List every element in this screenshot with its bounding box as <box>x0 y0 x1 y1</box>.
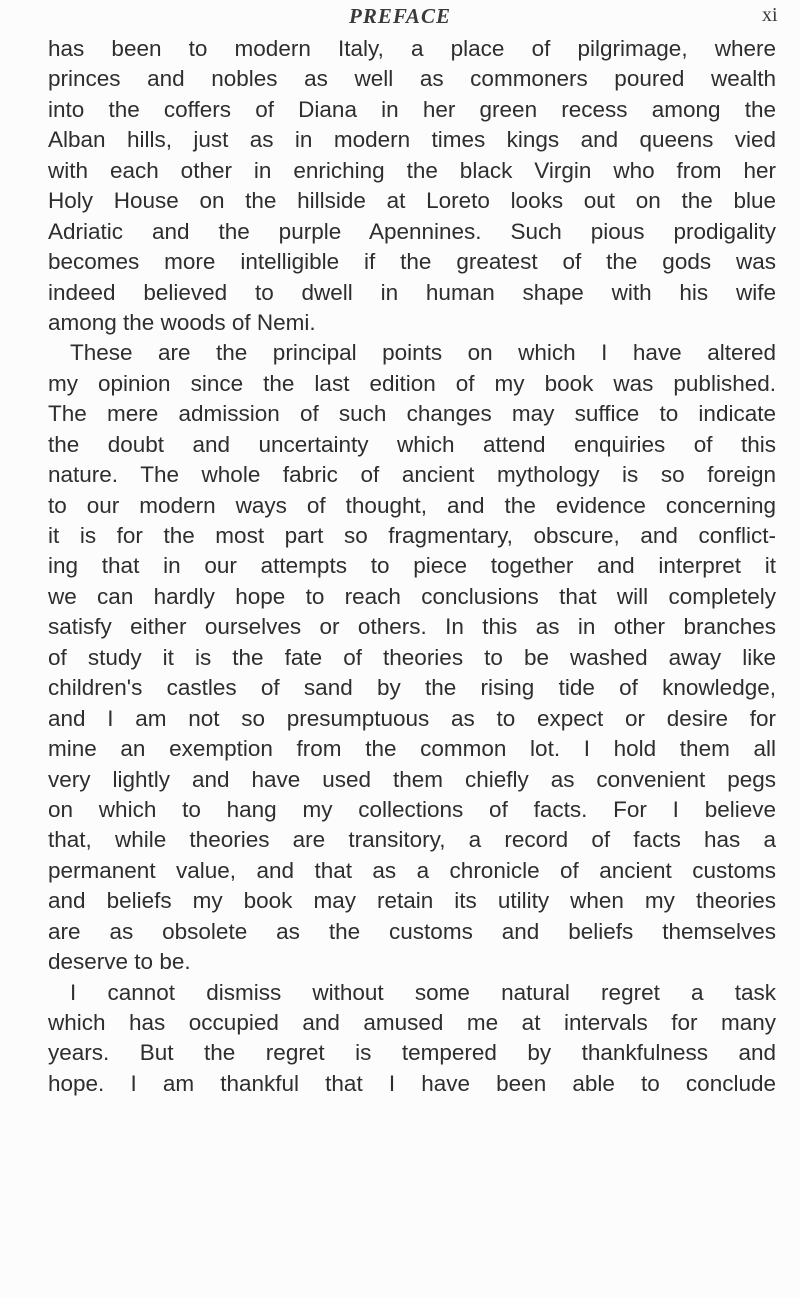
body-text <box>48 34 776 1099</box>
text-line: has been to modern Italy, a place of pilgrimage, where <box>48 36 776 61</box>
text-line: children's castles of sand by the rising tide of knowledge, <box>48 675 776 701</box>
text-line: Adriatic and the purple Apennines. Such pious prodigality <box>48 218 776 244</box>
text-line: to our modern ways of thought, and the evidence concerning <box>48 492 776 518</box>
text-line: nature. The whole fabric of ancient mythology is so foreign <box>48 462 776 488</box>
page-number: xi <box>762 4 778 26</box>
text-line: with each other in enriching the black Virgin who from her <box>48 157 776 183</box>
text-line: of study it is the fate of theories to be washed away like <box>48 644 776 670</box>
text-line: satisfy either ourselves or others. In this as in other branches <box>48 614 776 640</box>
text-line: ing that in our attempts to piece together and interpret it <box>48 553 776 579</box>
text-line: becomes more intelligible if the greatest of the gods was <box>48 249 776 275</box>
text-line: deserve to be. <box>48 949 191 975</box>
text-line: Holy House on the hillside at Loreto looks out on the blue <box>48 188 776 214</box>
text-line: These are the principal points on which I have altered <box>70 340 776 366</box>
text-line: and I am not so presumptuous as to expect or desire for <box>48 705 776 731</box>
text-line: we can hardly hope to reach conclusions that will completely <box>48 583 776 609</box>
text-line: very lightly and have used them chiefly as convenient pegs <box>48 766 776 792</box>
text-line: that, while theories are transitory, a record of facts has a <box>48 827 776 853</box>
text-line: on which to hang my collections of facts. For I believe <box>48 796 776 822</box>
text-line: years. But the regret is tempered by thankfulness and <box>48 1040 776 1066</box>
text-line: it is for the most part so fragmentary, obscure, and conflict- <box>48 523 776 548</box>
page-header <box>0 4 800 32</box>
text-line: indeed believed to dwell in human shape with his wife <box>48 279 776 305</box>
text-line: and beliefs my book may retain its utility when my theories <box>48 888 776 914</box>
text-line: the doubt and uncertainty which attend enquiries of this <box>48 431 776 457</box>
text-line: I cannot dismiss without some natural regret a task <box>70 979 776 1005</box>
text-line: permanent value, and that as a chronicle of ancient customs <box>48 857 776 883</box>
text-line: are as obsolete as the customs and beliefs themselves <box>48 918 776 944</box>
text-line: hope. I am thankful that I have been able to conclude <box>48 1070 776 1096</box>
text-line: princes and nobles as well as commoners poured wealth <box>48 66 776 92</box>
text-line: mine an exemption from the common lot. I hold them all <box>48 736 776 762</box>
text-line: which has occupied and amused me at intervals for many <box>48 1010 776 1035</box>
running-title: PREFACE <box>349 4 451 28</box>
text-line: into the coffers of Diana in her green recess among the <box>48 96 776 122</box>
text-line: among the woods of Nemi. <box>48 309 316 335</box>
text-line: my opinion since the last edition of my book was published. <box>48 370 776 396</box>
text-line: The mere admission of such changes may suffice to indicate <box>48 401 776 427</box>
text-line: Alban hills, just as in modern times kings and queens vied <box>48 127 776 153</box>
